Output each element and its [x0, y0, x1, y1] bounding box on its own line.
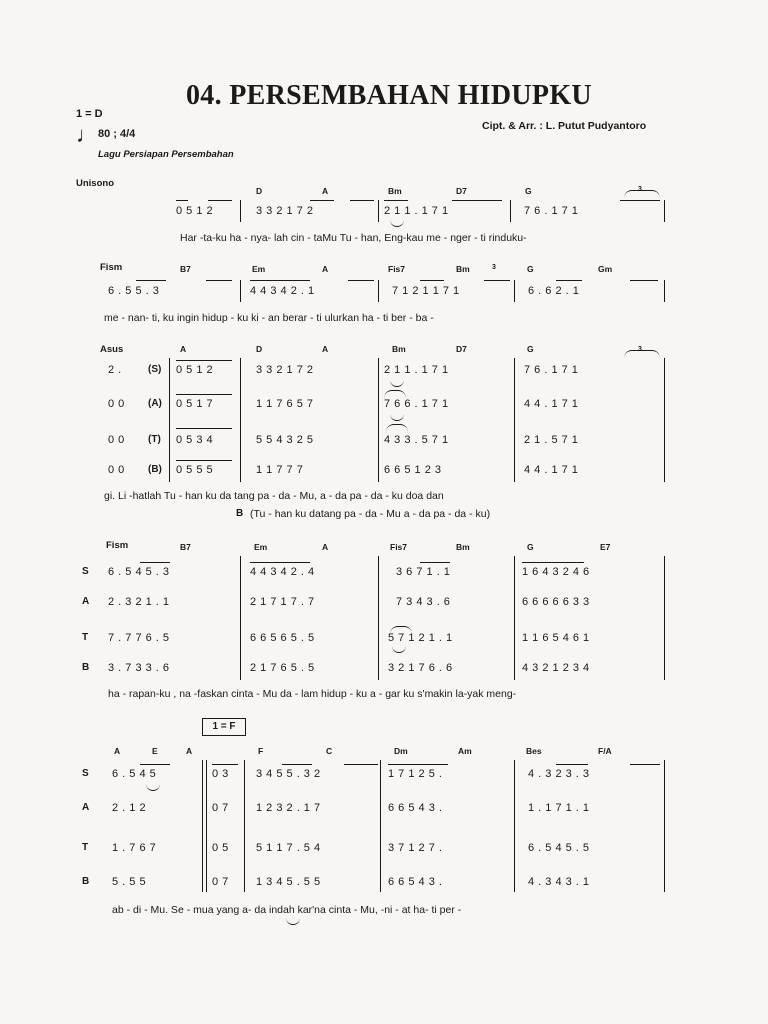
- barline: [240, 200, 241, 222]
- notation-measure: 2 1 1 . 1 7 1: [384, 364, 449, 376]
- notation-measure: 4 4 . 1 7 1: [524, 398, 579, 410]
- notation-measure: 7 1 2 1 1 7 1: [392, 285, 460, 297]
- voice-label-alto: A: [82, 802, 90, 813]
- beam-line: [282, 764, 312, 765]
- chord-label: Bm: [456, 264, 470, 274]
- chord-label: Gm: [598, 264, 613, 274]
- chord-label: E7: [600, 542, 611, 552]
- notation-measure: 6 6 6 6 6 3 3: [522, 596, 590, 608]
- notation-measure: 0 5 5 5: [176, 464, 214, 476]
- chord-label: E: [152, 746, 158, 756]
- notation-measure: 5 5 4 3 2 5: [256, 434, 314, 446]
- tie-mark: [384, 390, 406, 398]
- notation-measure: 0 5 1 2: [176, 364, 214, 376]
- beam-line: [420, 280, 444, 281]
- chord-label: G: [527, 542, 534, 552]
- chord-label: G: [527, 264, 534, 274]
- beam-line: [348, 280, 374, 281]
- chord-label: A: [322, 186, 329, 196]
- chord-label: Am: [458, 746, 472, 756]
- barline: [378, 280, 379, 302]
- beam-line: [420, 562, 450, 563]
- chord-label: B7: [180, 264, 191, 274]
- notation-measure: 3 6 7 1 . 1: [396, 566, 451, 578]
- notation-measure: 7 6 . 1 7 1: [524, 205, 579, 217]
- soprano-pickup: 2 .: [108, 364, 122, 376]
- chord-label: C: [326, 746, 333, 756]
- chord-label: Asus: [100, 344, 124, 355]
- notation-measure: 6 . 6 2 . 1: [528, 285, 580, 297]
- notation-measure: 6 6 5 4 3 .: [388, 802, 443, 814]
- voice-label-bass: B: [82, 876, 90, 887]
- beam-line: [350, 200, 374, 201]
- notation-measure: 6 . 5 4 5: [112, 768, 157, 780]
- beam-line: [250, 280, 310, 281]
- beam-line: [176, 360, 232, 361]
- notation-measure: 1 . 7 6 7: [112, 842, 157, 854]
- barline: [514, 556, 515, 680]
- barline: [664, 358, 665, 482]
- barline: [514, 358, 515, 482]
- beam-line: [176, 200, 188, 201]
- beam-line: [176, 394, 232, 395]
- barline: [169, 358, 170, 482]
- chord-label: Bm: [456, 542, 470, 552]
- chord-label: Fis7: [388, 264, 406, 274]
- chord-label: D7: [456, 186, 467, 196]
- barline: [510, 200, 511, 222]
- chord-label: D: [256, 186, 263, 196]
- notation-measure: 6 . 5 5 . 3: [108, 285, 160, 297]
- barline: [664, 280, 665, 302]
- chord-label: Fis7: [390, 542, 408, 552]
- triplet-mark: 3: [638, 186, 642, 193]
- chord-label: Bes: [526, 746, 542, 756]
- notation-measure: 7 3 4 3 . 6: [396, 596, 451, 608]
- barline: [240, 358, 241, 482]
- chord-label: A: [114, 746, 121, 756]
- beam-line: [556, 764, 588, 765]
- notation-measure: 1 2 3 2 . 1 7: [256, 802, 321, 814]
- barline: [378, 358, 379, 482]
- slur-mark: [392, 646, 406, 653]
- triplet-mark: 3: [492, 264, 496, 271]
- notation-measure: 3 4 5 5 . 3 2: [256, 768, 321, 780]
- chord-label: A: [186, 746, 193, 756]
- lyric-line: ha - rapan-ku , na -faskan cinta - Mu da - lam hidup - ku a - gar ku s'makin la-yak meng-: [108, 688, 517, 700]
- beam-line: [140, 764, 170, 765]
- beam-line: [140, 562, 170, 563]
- voice-label-tenor: T: [82, 632, 89, 643]
- notation-measure: 4 4 3 4 2 . 4: [250, 566, 315, 578]
- notation-measure: 7 . 7 7 6 . 5: [108, 632, 170, 644]
- notation-measure: 6 6 5 4 3 .: [388, 876, 443, 888]
- beam-line: [630, 280, 658, 281]
- notation-measure: 3 . 7 3 3 . 6: [108, 662, 170, 674]
- beam-line: [384, 200, 408, 201]
- voice-label-soprano: (S): [148, 364, 162, 375]
- quarter-note-icon: ♩: [76, 122, 98, 147]
- key-signature: 1 = D: [76, 108, 103, 120]
- triplet-mark: 3: [638, 346, 642, 353]
- beam-line: [452, 200, 502, 201]
- beam-line: [176, 460, 232, 461]
- chord-label: G: [527, 344, 534, 354]
- notation-measure: 7 6 6 . 1 7 1: [384, 398, 449, 410]
- notation-measure: 4 3 2 1 2 3 4: [522, 662, 590, 674]
- lyric-line-bass: (Tu - han ku datang pa - da - Mu a - da pa - da - ku): [250, 508, 491, 520]
- voice-label-bass: (B): [148, 464, 162, 475]
- barline: [244, 760, 245, 892]
- notation-measure: 3 2 1 7 6 . 6: [388, 662, 453, 674]
- page-title: 04. PERSEMBAHAN HIDUPKU: [186, 80, 592, 111]
- notation-measure: 1 1 6 5 4 6 1: [522, 632, 590, 644]
- beam-line: [208, 200, 232, 201]
- slur-mark: [390, 414, 404, 421]
- notation-measure: 4 4 3 4 2 . 1: [250, 285, 315, 297]
- beam-line: [176, 428, 232, 429]
- barline: [202, 760, 203, 892]
- song-purpose: Lagu Persiapan Persembahan: [98, 149, 234, 160]
- notation-measure: 6 6 5 1 2 3: [384, 464, 442, 476]
- beam-line: [556, 280, 582, 281]
- notation-measure: 6 . 5 4 5 . 3: [108, 566, 170, 578]
- barline: [664, 200, 665, 222]
- lyric-line: gi. Li -hatlah Tu - han ku da tang pa - da - Mu, a - da pa - da - ku doa dan: [104, 490, 444, 502]
- chord-label: F: [258, 746, 264, 756]
- notation-measure: 0 5: [212, 842, 229, 854]
- slur-mark: [390, 220, 404, 227]
- notation-measure: 0 5 3 4: [176, 434, 214, 446]
- barline: [240, 556, 241, 680]
- beam-line: [310, 200, 334, 201]
- beam-line: [388, 764, 448, 765]
- notation-measure: 4 4 . 1 7 1: [524, 464, 579, 476]
- barline: [378, 556, 379, 680]
- barline: [664, 760, 665, 892]
- notation-measure: 0 3: [212, 768, 229, 780]
- beam-line: [206, 280, 232, 281]
- notation-measure: 1 7 1 2 5 .: [388, 768, 443, 780]
- notation-measure: 2 1 1 . 1 7 1: [384, 205, 449, 217]
- chord-label: G: [525, 186, 532, 196]
- notation-measure: 1 3 4 5 . 5 5: [256, 876, 321, 888]
- notation-measure: 5 1 1 7 . 5 4: [256, 842, 321, 854]
- triplet-arc: [624, 350, 660, 358]
- notation-measure: 3 3 2 1 7 2: [256, 364, 314, 376]
- lyric-voice-label-bass: B: [236, 508, 244, 519]
- chord-label: Fism: [106, 540, 129, 551]
- voice-label-tenor: (T): [148, 434, 161, 445]
- chord-label: A: [180, 344, 187, 354]
- beam-line: [212, 764, 238, 765]
- notation-measure: 7 6 . 1 7 1: [524, 364, 579, 376]
- slur-mark: [286, 918, 300, 925]
- tie-mark: [390, 626, 412, 634]
- chord-label: A: [322, 344, 329, 354]
- beam-line: [136, 280, 166, 281]
- slur-mark: [146, 784, 160, 791]
- notation-measure: 6 . 5 4 5 . 5: [528, 842, 590, 854]
- section-label-unisono: Unisono: [76, 178, 114, 189]
- chord-label: A: [322, 542, 329, 552]
- notation-measure: 0 5 1 7: [176, 398, 214, 410]
- notation-measure: 5 7 1 2 1 . 1: [388, 632, 453, 644]
- chord-label: Bm: [388, 186, 402, 196]
- barline: [664, 556, 665, 680]
- chord-label: Fism: [100, 262, 123, 273]
- double-barline: [206, 760, 207, 892]
- chord-label: A: [322, 264, 329, 274]
- notation-measure: 2 . 1 2: [112, 802, 147, 814]
- bass-pickup: 0 0: [108, 464, 125, 476]
- notation-measure: 2 1 7 6 5 . 5: [250, 662, 315, 674]
- notation-measure: 6 6 5 6 5 . 5: [250, 632, 315, 644]
- lyric-line: Har -ta-ku ha - nya- lah cin - taMu Tu - han, Eng-kau me - nger - ti rinduku-: [180, 232, 527, 244]
- chord-label: Bm: [392, 344, 406, 354]
- notation-measure: 4 3 3 . 5 7 1: [384, 434, 449, 446]
- voice-label-bass: B: [82, 662, 90, 673]
- triplet-arc: [624, 190, 660, 198]
- notation-measure: 5 . 5 5: [112, 876, 147, 888]
- notation-measure: 0 5 1 2: [176, 205, 214, 217]
- notation-measure: 0 7: [212, 876, 229, 888]
- chord-label: Dm: [394, 746, 408, 756]
- barline: [514, 760, 515, 892]
- chord-label: Em: [252, 264, 266, 274]
- notation-measure: 4 . 3 2 3 . 3: [528, 768, 590, 780]
- voice-label-tenor: T: [82, 842, 89, 853]
- notation-measure: 0 7: [212, 802, 229, 814]
- notation-measure: 1 1 7 7 7: [256, 464, 304, 476]
- chord-label: F/A: [598, 746, 612, 756]
- voice-label-alto: (A): [148, 398, 162, 409]
- lyric-line: ab - di - Mu. Se - mua yang a- da indah kar'na cinta - Mu, -ni - at ha- ti per -: [112, 904, 462, 916]
- chord-label: B7: [180, 542, 191, 552]
- barline: [240, 280, 241, 302]
- tie-mark: [386, 424, 408, 432]
- notation-measure: 1 1 7 6 5 7: [256, 398, 314, 410]
- beam-line: [250, 562, 310, 563]
- key-change-box: 1 = F: [202, 718, 246, 736]
- notation-measure: 1 . 1 7 1 . 1: [528, 802, 590, 814]
- beam-line: [344, 764, 378, 765]
- slur-mark: [390, 380, 404, 387]
- lyric-line: me - nan- ti, ku ingin hidup - ku ki - an berar - ti ulurkan ha - ti ber - ba -: [104, 312, 434, 324]
- beam-line: [630, 764, 660, 765]
- notation-measure: 3 3 2 1 7 2: [256, 205, 314, 217]
- notation-measure: 1 6 4 3 2 4 6: [522, 566, 590, 578]
- barline: [514, 280, 515, 302]
- barline: [378, 200, 379, 222]
- composer-credit: Cipt. & Arr. : L. Putut Pudyantoro: [482, 120, 647, 132]
- voice-label-soprano: S: [82, 566, 89, 577]
- voice-label-alto: A: [82, 596, 90, 607]
- voice-label-soprano: S: [82, 768, 89, 779]
- tenor-pickup: 0 0: [108, 434, 125, 446]
- beam-line: [522, 562, 584, 563]
- chord-label: Em: [254, 542, 268, 552]
- notation-measure: 2 . 3 2 1 . 1: [108, 596, 170, 608]
- notation-measure: 4 . 3 4 3 . 1: [528, 876, 590, 888]
- beam-line: [484, 280, 510, 281]
- notation-measure: 2 1 7 1 7 . 7: [250, 596, 315, 608]
- notation-measure: 3 7 1 2 7 .: [388, 842, 443, 854]
- notation-measure: 2 1 . 5 7 1: [524, 434, 579, 446]
- tempo-marking: 80 ; 4/4: [98, 128, 136, 140]
- chord-label: D7: [456, 344, 467, 354]
- barline: [380, 760, 381, 892]
- alto-pickup: 0 0: [108, 398, 125, 410]
- beam-line: [620, 200, 660, 201]
- chord-label: D: [256, 344, 263, 354]
